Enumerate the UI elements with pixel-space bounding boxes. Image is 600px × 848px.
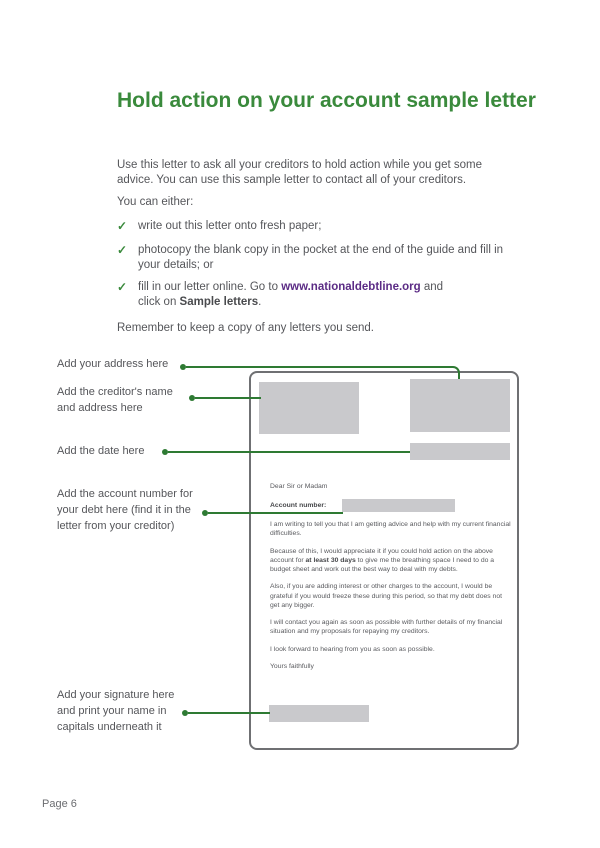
checklist-text: write out this letter onto fresh paper; (138, 220, 322, 232)
connector-dot (182, 710, 188, 716)
creditor-address-placeholder (259, 382, 359, 434)
annotation-your-address: Add your address here (57, 358, 169, 370)
account-number-row (270, 499, 511, 512)
checklist-text: photocopy the blank copy in the pocket at the end of the guide and fill in your details; or (138, 244, 504, 272)
letter-paragraph: Also, if you are adding interest or other charges to the account, I would be grateful if you would freeze these during this period, so that my debt does not get any bigger. (270, 583, 502, 609)
letter-closing: Yours faithfully (270, 662, 314, 670)
signature-placeholder (269, 705, 369, 722)
letter-paragraph-bold: at least 30 days (305, 556, 356, 564)
account-number-label: Account number: (270, 502, 327, 510)
page-title: Hold action on your account sample letter (117, 89, 536, 112)
connector-dot (202, 510, 208, 516)
checklist-text (138, 280, 520, 310)
options-lead: You can either: (117, 196, 194, 208)
annotation-account-number: Add the account number for your debt here (find it in the letter from your creditor) (57, 488, 193, 532)
checkmark-icon: ✓ (117, 219, 128, 233)
connector-line-signature (188, 712, 270, 714)
reminder-paragraph: Remember to keep a copy of any letters you send. (117, 322, 374, 334)
your-address-placeholder (410, 379, 510, 432)
checklist-text-end: . (258, 296, 262, 309)
connector-dot (162, 449, 168, 455)
connector-line-your-address (186, 366, 460, 379)
letter-paragraph: I look forward to hearing from you as soon as possible. (270, 645, 435, 653)
checkmark-icon: ✓ (117, 243, 128, 257)
letter-paragraph: I will contact you again as soon as possible with further details of my financial situation and my proposals for repaying my creditors. (270, 619, 503, 636)
intro-paragraph: Use this letter to ask all your creditors to hold action while you get some advice. You can use this sample letter to contact all of your creditors. (117, 159, 482, 187)
checklist-text-line2: click on (138, 296, 180, 309)
checklist-item (117, 219, 520, 235)
connector-dot (180, 364, 186, 370)
checkmark-icon: ✓ (117, 280, 128, 294)
page-number: Page 6 (42, 798, 77, 810)
connector-line-account (208, 512, 343, 514)
checklist-text-after-link: and (420, 281, 444, 293)
annotation-date: Add the date here (57, 445, 145, 457)
checklist-item (117, 280, 520, 310)
annotation-creditor-address: Add the creditor's name and address here (57, 386, 173, 414)
account-number-placeholder (342, 499, 455, 512)
letter-paragraph (270, 547, 511, 575)
sample-letter (249, 371, 519, 750)
letter-salutation: Dear Sir or Madam (270, 483, 328, 490)
connector-line-creditor (195, 397, 261, 399)
connector-dot (189, 395, 195, 401)
letter-paragraph-post: to give me the breathing space I need to do a budget sheet and work out the best way to deal with my debts. (270, 556, 495, 574)
connector-line-date (168, 451, 410, 453)
date-placeholder (410, 443, 510, 460)
sample-letters-label: Sample letters (179, 296, 259, 309)
letter-paragraph-pre: Because of this, I would appreciate it if you could hold action on the above account for (270, 547, 493, 564)
checklist-text-pre: fill in our letter online. Go to (138, 281, 282, 293)
website-link[interactable]: www.nationaldebtline.org (281, 281, 421, 293)
letter-paragraph: I am writing to tell you that I am getting advice and help with my current financial difficulties. (270, 521, 511, 538)
annotation-signature: Add your signature here and print your name in capitals underneath it (57, 689, 175, 733)
checklist-item (117, 243, 520, 273)
